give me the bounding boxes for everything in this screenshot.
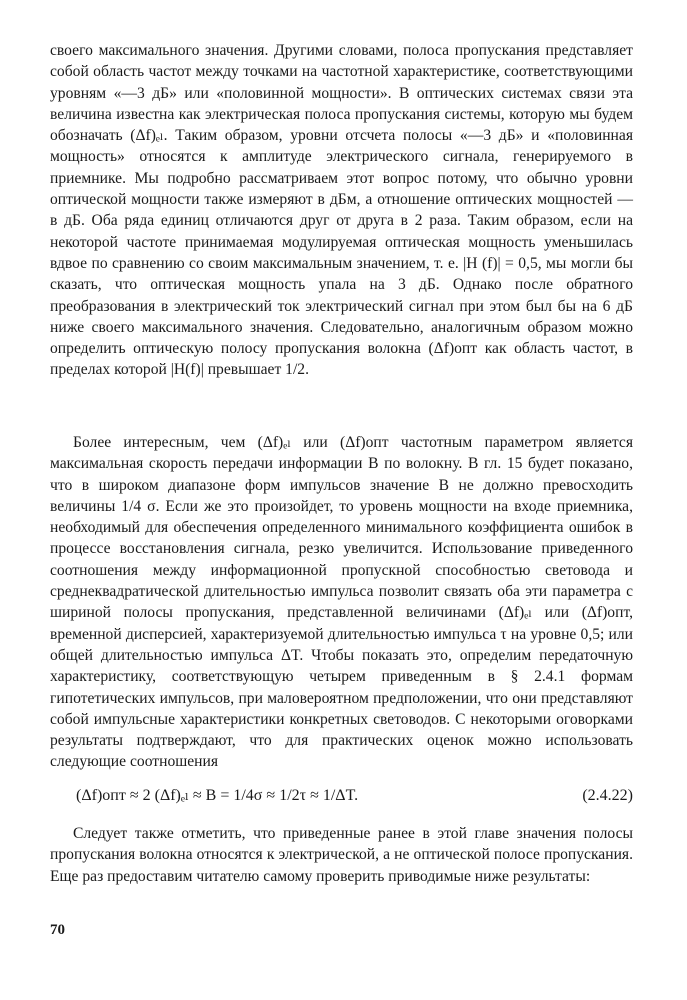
page-number: 70 [50,922,65,938]
paragraph-text: своего максимального значения. Другими словами, полоса пропускания представляет собой область частот между точками на частотной характеристике, соответствующими уровням «—3 дБ» или «половинной мощности». В оптических системах связи эта величина известна как электрическая полоса пропускания системы, которую мы будем обозначать (Δf)ₑₗ. Таким образом, уровни отсчета полосы «—3 дБ» и «половинная мощность» относятся к амплитуде электрического сигнала, генерируемого в приемнике. Мы подробно рассматриваем этот вопрос потому, что обычно уровни оптической мощности также измеряют в дБм, а отношение оптических мощностей — в дБ. Оба ряда единиц отличаются друг от друга в 2 раза. Таким образом, если на некоторой частоте принимаемая модулируемая оптическая мощность уменьшилась вдвое по сравнению со своим максимальным значением, т. е. |H (f)| = 0,5, мы могли бы сказать, что оптическая мощность упала на 3 дБ. Однако после обратного преобразования в электрический ток электрический сигнал при этом был бы на 6 дБ ниже своего максимального значения. Следовательно, аналогичным образом можно определить оптическую полосу пропускания волокна (Δf)опт как область частот, в пределах которой |H(f)| превышает 1/2. [50,42,633,379]
paragraph-3 [50,823,633,887]
equation-formula: (Δf)опт ≈ 2 (Δf)ₑₗ ≈ B = 1/4σ ≈ 1/2τ ≈ 1/ΔT. [76,787,359,804]
equation-number: (2.4.22) [582,787,633,804]
paragraph-text: Более интересным, чем (Δf)ₑₗ или (Δf)опт частотным параметром является максимальная скорость передачи информации B по волокну. В гл. 15 будет показано, что в широком диапазоне форм импульсов значение B не должно превосходить величины 1/4 σ. Если же это произойдет, то уровень мощности на входе приемника, необходимый для обеспечения определенного минимального коэффициента ошибок в процессе восстановления сигнала, резко увеличится. Использование приведенного соотношения между информационной пропускной способностью световода и среднеквадратической длительностью импульса позволит связать оба эти параметра с шириной полосы пропускания, представленной величинами (Δf)ₑₗ или (Δf)опт, временной дисперсией, характеризуемой длительностью импульса τ на уровне 0,5; или общей длительностью импульса ΔT. Чтобы показать это, определим передаточную характеристику, соответствующую четырем приведенным в § 2.4.1 формам гипотетических импульсов, при маловероятном предположении, что они представляют собой импульсные характеристики конкретных световодов. С некоторыми оговорками результаты подтверждают, что для практических оценок можно использовать следующие соотношения [50,434,633,771]
paragraph-1 [50,40,633,381]
paragraph-text: Следует также отметить, что приведенные ранее в этой главе значения полосы пропускания волокна относятся к электрической, а не оптической полосе пропускания. Еще раз предоставим читателю самому проверить приводимые ниже результаты: [50,825,633,885]
paragraph-2 [50,432,633,773]
equation-2-4-22 [76,785,633,807]
